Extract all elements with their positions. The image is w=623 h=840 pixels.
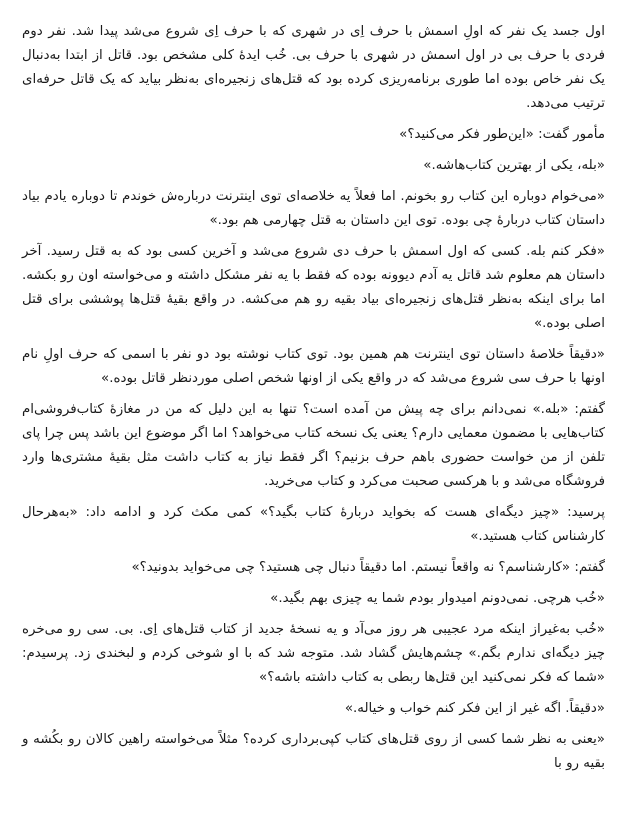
paragraph-9: گفتم: «کارشناسم؟ نه واقعاً نیستم. اما دقیقاً دنبال چی هستید؟ چی می‌خواید بدونید؟» [131,560,605,575]
paragraph-13: «یعنی به نظر شما کسی از روی قتل‌های کتاب کپی‌برداری کرده؟ مثلاً می‌خواسته راهین کالان رو بکُشه و بقیه رو با [22,732,605,771]
paragraph-3: «بله، یکی از بهترین کتاب‌هاشه.» [423,158,605,173]
paragraph-11: «خُب به‌غیراز اینکه مرد عجیبی هر روز می‌آد و یه نسخهٔ جدید از کتاب قتل‌های اِی. بی. سی رو می‌خره چیز دیگه‌ای ندارم بگم.» چشم‌هایش گشاد شد. متوجه شد که با او شوخی کردم و لبخندی زد. پرسیدم: «شما که فکر نمی‌کنید این قتل‌ها ربطی به کتاب داشته باشه؟» [22,622,605,685]
paragraph-2: مأمور گفت: «این‌طور فکر می‌کنید؟» [399,127,605,142]
paragraph-4: «می‌خوام دوباره این کتاب رو بخونم. اما فعلاً یه خلاصه‌ای توی اینترنت درباره‌ش خوندم تا دوباره یادم بیاد داستان کتاب دربارهٔ چی بوده. توی این داستان به قتل چهارمی هم بود.» [22,189,605,228]
paragraph-5: «فکر کنم بله. کسی که اول اسمش با حرف دی شروع می‌شد و آخرین کسی بود که به قتل رسید. آخر داستان هم معلوم شد قاتل یه آدم دیوونه بوده که فقط با یه نفر مشکل داشته و می‌خواسته اون رو بکشه. اما برای اینکه به‌نظر قتل‌های زنجیره‌ای بیاد بقیه رو هم می‌کشه. در واقع بقیهٔ قتل‌ها پوششی برای قتل اصلی بوده.» [22,244,605,331]
paragraph-8: پرسید: «چیز دیگه‌ای هست که بخواید دربارهٔ کتاب بگید؟» کمی مکث کرد و ادامه داد: «به‌هرحال کارشناس کتاب هستید.» [22,505,605,544]
paragraph-12: «دقیقاً. اگه غیر از این فکر کنم خواب و خیاله.» [344,701,605,716]
paragraph-7: گفتم: «بله.» نمی‌دانم برای چه پیش من آمده است؟ تنها به این دلیل که من در مغازهٔ کتاب‌فروشی‌ام کتاب‌هایی با مضمون معمایی دارم؟ یعنی یک نسخه کتاب می‌خواهد؟ اما اگر موضوع این باشد پس چرا پای تلفن از من خواست حضوری باهم حرف بزنیم؟ اگر فقط نیاز به کتاب داشت مثل بقیهٔ مشتری‌ها وارد فروشگاه می‌شد و با هرکسی صحبت می‌کرد و کتاب می‌خرید. [22,402,605,489]
paragraph-6: «دقیقاً خلاصهٔ داستان توی اینترنت هم همین بود. توی کتاب نوشته بود دو نفر با اسمی که حرف اولِ نام اونها با حرف سی شروع می‌شد که در واقع یکی از اونها شخص اصلی موردنظر قاتل بوده.» [22,347,605,386]
paragraph-1: اول جسد یک نفر که اولِ اسمش با حرف اِی در شهری که با حرف اِی شروع می‌شد پیدا شد. نفر دوم فردی با حرف بی در اول اسمش در شهری با حرف بی. خُب ایدهٔ کلی مشخص بود. قاتل از ابتدا به‌دنبال یک نفر خاص بوده اما طوری برنامه‌ریزی کرده بود که قتل‌های زنجیره‌ای به‌نظر بیاید که یک قاتل حرفه‌ای ترتیب می‌دهد. [22,24,605,111]
paragraph-10: «خُب هرچی. نمی‌دونم امیدوار بودم شما یه چیزی بهم بگید.» [270,591,605,606]
